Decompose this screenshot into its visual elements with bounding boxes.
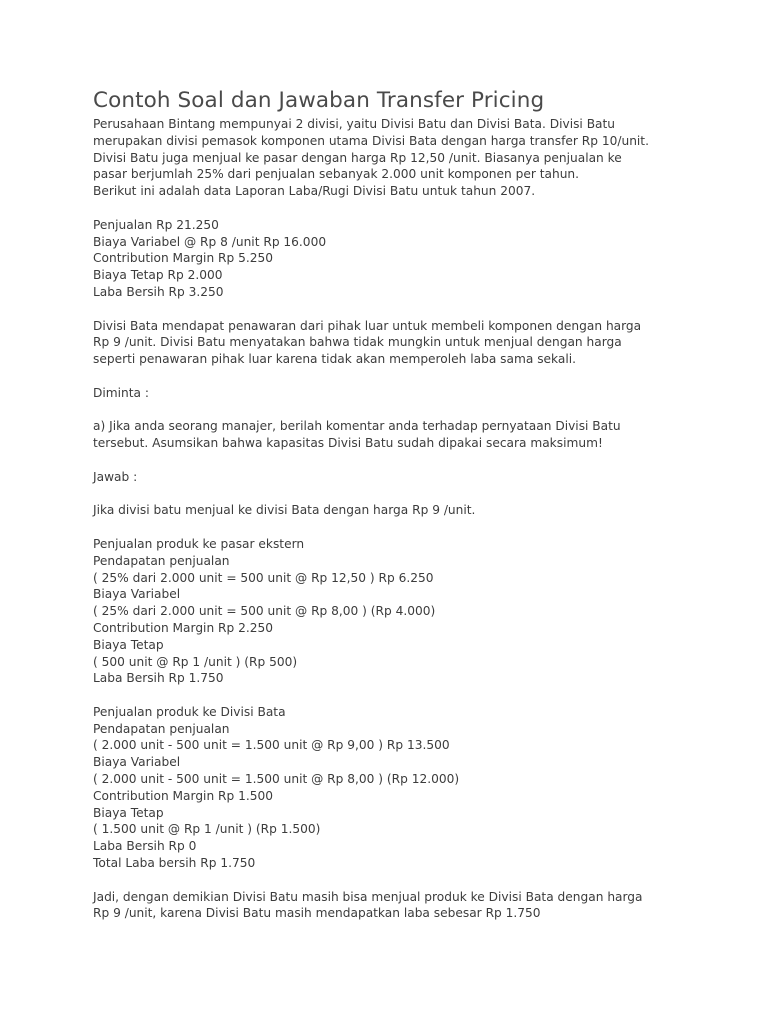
blank-line [93,301,753,318]
blank-line [93,452,753,469]
blank-line [93,402,753,419]
text-line: Biaya Variabel [93,587,181,602]
text-line: Penjualan produk ke pasar ekstern [93,536,305,551]
text-line: a) Jika anda seorang manajer, berilah komentar anda terhadap pernyataan Divisi Batu [93,419,621,434]
text-line: Berikut ini adalah data Laporan Laba/Rugi Divisi Batu untuk tahun 2007. [93,184,536,199]
text-line: Laba Bersih Rp 0 [93,839,197,854]
text-line: Jadi, dengan demikian Divisi Batu masih bisa menjual produk ke Divisi Bata dengan harga [93,889,643,904]
text-line: Perusahaan Bintang mempunyai 2 divisi, yaitu Divisi Batu dan Divisi Bata. Divisi Batu [93,117,616,131]
text-line: ( 25% dari 2.000 unit = 500 unit @ Rp 8,00 ) (Rp 4.000) [93,604,436,619]
text-line: Biaya Tetap Rp 2.000 [93,268,223,283]
document-title: Contoh Soal dan Jawaban Transfer Pricing [93,88,545,113]
text-line: Laba Bersih Rp 3.250 [93,284,224,299]
text-line: Rp 9 /unit. Divisi Batu menyatakan bahwa tidak mungkin untuk menjual dengan harga [93,335,622,350]
text-line: Total Laba bersih Rp 1.750 [93,856,256,871]
text-line: Pendapatan penjualan [93,721,230,736]
text-line: Divisi Bata mendapat penawaran dari pihak luar untuk membeli komponen dengan harga [93,318,642,333]
text-line: Laba Bersih Rp 1.750 [93,671,224,686]
text-line: ( 2.000 unit - 500 unit = 1.500 unit @ Rp 8,00 ) (Rp 12.000) [93,772,460,787]
text-line: Contribution Margin Rp 1.500 [93,788,274,803]
text-line: seperti penawaran pihak luar karena tidak akan memperoleh laba sama sekali. [93,352,577,367]
text-line: ( 1.500 unit @ Rp 1 /unit ) (Rp 1.500) [93,822,321,837]
text-line: Biaya Variabel @ Rp 8 /unit Rp 16.000 [93,234,327,249]
text-line: Penjualan Rp 21.250 [93,217,219,232]
blank-line [93,872,753,889]
text-line: Jika divisi batu menjual ke divisi Bata dengan harga Rp 9 /unit. [93,503,476,518]
text-line: ( 25% dari 2.000 unit = 500 unit @ Rp 12,50 ) Rp 6.250 [93,570,434,585]
text-line: Biaya Tetap [93,805,164,820]
text-line: Rp 9 /unit, karena Divisi Batu masih mendapatkan laba sebesar Rp 1.750 [93,906,541,921]
document-page [93,87,753,922]
blank-line [93,687,753,704]
text-line: Pendapatan penjualan [93,553,230,568]
text-line: tersebut. Asumsikan bahwa kapasitas Divisi Batu sudah dipakai secara maksimum! [93,436,603,451]
text-line: Penjualan produk ke Divisi Bata [93,704,286,719]
text-line: Divisi Batu juga menjual ke pasar dengan harga Rp 12,50 /unit. Biasanya penjualan ke [93,150,622,165]
text-line: Contribution Margin Rp 5.250 [93,251,274,266]
text-line: Biaya Variabel [93,755,181,770]
text-line: pasar berjumlah 25% dari penjualan sebanyak 2.000 unit komponen per tahun. [93,167,580,182]
text-line: Jawab : [93,469,138,484]
text-line: merupakan divisi pemasok komponen utama Divisi Bata dengan harga transfer Rp 10/unit. [93,133,649,148]
blank-line [93,368,753,385]
blank-line [93,519,753,536]
document-body [93,116,753,922]
blank-line [93,200,753,217]
text-line: Diminta : [93,385,149,400]
text-line: ( 2.000 unit - 500 unit = 1.500 unit @ Rp 9,00 ) Rp 13.500 [93,738,450,753]
text-line: Contribution Margin Rp 2.250 [93,620,274,635]
blank-line [93,486,753,503]
text-line: ( 500 unit @ Rp 1 /unit ) (Rp 500) [93,654,298,669]
text-line: Biaya Tetap [93,637,164,652]
